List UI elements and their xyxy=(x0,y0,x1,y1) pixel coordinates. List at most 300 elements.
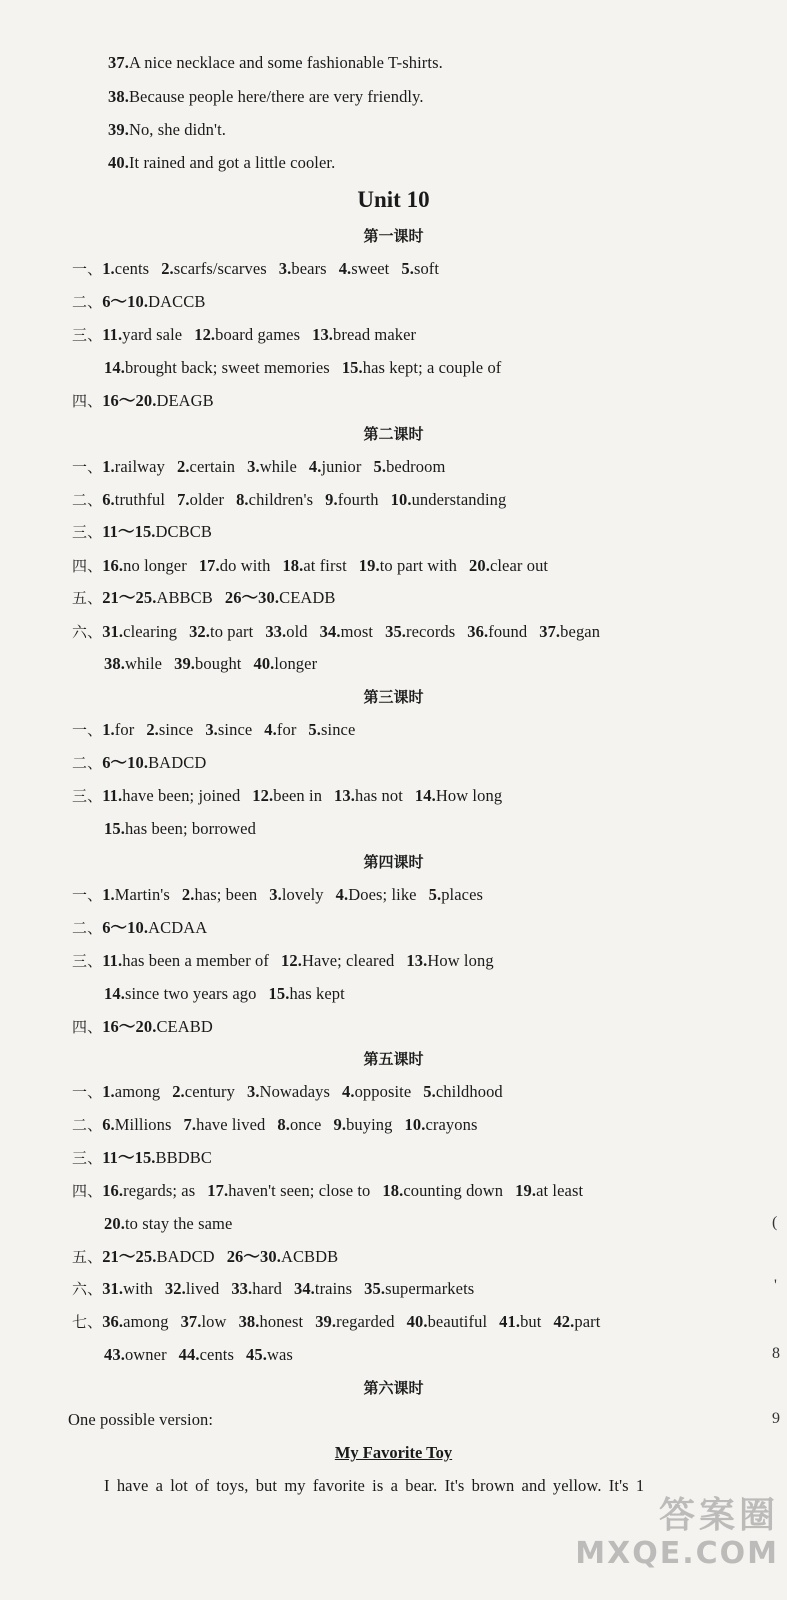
answer-text: hard xyxy=(252,1279,282,1298)
answer-text: with xyxy=(123,1279,153,1298)
answer-text: yard sale xyxy=(122,325,183,344)
answer-text: bread maker xyxy=(333,325,417,344)
answer-number: 15. xyxy=(104,819,125,838)
answer-line-38: 38.Because people here/there are very friendly. xyxy=(108,87,424,106)
answer-text: crayons xyxy=(425,1115,478,1134)
answer-text: counting down xyxy=(403,1181,504,1200)
answer-number: 12. xyxy=(281,951,302,970)
answer-number: 3. xyxy=(246,1082,260,1101)
answer-number: 34. xyxy=(293,1279,315,1298)
answer-item xyxy=(279,259,327,278)
edge-mark: ( xyxy=(772,1214,778,1231)
answer-item xyxy=(269,885,323,904)
answer-number: 44. xyxy=(178,1345,200,1364)
lesson5-row xyxy=(72,1082,515,1102)
answer-item xyxy=(102,457,165,476)
section-prefix: 三、 xyxy=(72,326,103,344)
answer-item xyxy=(104,358,330,377)
answer-number: 10. xyxy=(404,1115,426,1134)
answer-number: 8. xyxy=(277,1115,290,1134)
section-prefix: 一、 xyxy=(72,1083,103,1101)
answer-text: certain xyxy=(189,457,236,476)
section-prefix: 二、 xyxy=(72,919,103,937)
answer-item xyxy=(415,786,502,805)
answer-number: 42. xyxy=(553,1312,575,1331)
lesson5-row xyxy=(104,1214,244,1234)
lesson4-row xyxy=(72,918,219,938)
section-prefix: 二、 xyxy=(72,754,103,772)
answer-text: to stay the same xyxy=(124,1214,233,1233)
section-prefix: 六、 xyxy=(72,623,103,641)
answer-number: 3. xyxy=(278,259,292,278)
answer-item xyxy=(401,259,439,278)
section-prefix: 四、 xyxy=(72,1018,103,1036)
answer-text: bought xyxy=(195,654,242,673)
answer-number: 45. xyxy=(246,1345,267,1364)
answer-item xyxy=(227,1247,339,1266)
answer-number: 33. xyxy=(265,622,287,641)
answer-item xyxy=(294,1279,352,1298)
answer-number: 13. xyxy=(406,951,428,970)
answer-text: longer xyxy=(274,654,318,673)
answer-item xyxy=(184,1115,266,1134)
answer-number: 16. xyxy=(102,556,124,575)
answer-text: brought back; sweet memories xyxy=(124,358,330,377)
section-prefix: 一、 xyxy=(72,721,103,739)
answer-text: supermarkets xyxy=(385,1279,475,1298)
lesson4-row xyxy=(72,951,506,971)
answer-text: cents xyxy=(114,259,150,278)
answer-number: 3. xyxy=(205,720,218,739)
answer-text: ACBDB xyxy=(280,1247,339,1266)
answer-text: since xyxy=(321,720,356,739)
answer-item xyxy=(312,325,416,344)
answer-number: 11～15. xyxy=(102,1148,156,1167)
answer-item xyxy=(334,1115,393,1134)
answer-item xyxy=(373,457,445,476)
answer-text: part xyxy=(574,1312,601,1331)
lesson1-row xyxy=(72,325,428,345)
section-prefix: 五、 xyxy=(72,589,103,607)
lesson2-row xyxy=(72,588,348,608)
answer-item xyxy=(320,622,373,641)
answer-item xyxy=(199,556,271,575)
answer-text: older xyxy=(189,490,225,509)
lesson5-row xyxy=(104,1345,305,1365)
lesson2-row xyxy=(104,654,329,674)
answer-item xyxy=(102,490,165,509)
answer-item xyxy=(102,556,187,575)
answer-item xyxy=(236,490,313,509)
lesson3-row xyxy=(104,819,268,839)
answer-number: 4. xyxy=(335,885,349,904)
lesson1-row xyxy=(104,358,513,378)
answer-text: low xyxy=(201,1312,227,1331)
answer-number: 40. xyxy=(253,654,275,673)
answer-number: 16～20. xyxy=(102,1017,157,1036)
answer-number: 2. xyxy=(176,457,190,476)
answer-number: 13. xyxy=(312,325,334,344)
answer-text: childhood xyxy=(435,1082,503,1101)
answer-number: 16. xyxy=(102,1181,124,1200)
answer-item xyxy=(182,885,257,904)
answer-number: 5. xyxy=(401,259,414,278)
watermark-top: 答案圈 xyxy=(658,1495,779,1536)
answer-number: 12. xyxy=(252,786,274,805)
answer-number: 33. xyxy=(231,1279,253,1298)
answer-item xyxy=(382,1181,503,1200)
answer-item xyxy=(102,1279,153,1298)
answer-text: How long xyxy=(435,786,503,805)
answer-item xyxy=(264,720,296,739)
answer-item xyxy=(177,490,224,509)
answer-item xyxy=(265,622,307,641)
answer-text: children's xyxy=(248,490,314,509)
answer-text: to part xyxy=(210,622,254,641)
answer-item xyxy=(207,1181,370,1200)
answer-number: 26～30. xyxy=(226,1247,281,1266)
section-prefix: 三、 xyxy=(72,787,103,805)
lesson2-row xyxy=(72,622,612,642)
answer-number: 16～20. xyxy=(102,391,157,410)
answer-text: has kept xyxy=(289,984,345,1003)
answer-text: clear out xyxy=(489,556,549,575)
lesson4-row xyxy=(72,1017,225,1037)
lesson3-row xyxy=(72,786,514,806)
answer-text: ABBCB xyxy=(156,588,213,607)
answer-number: 39. xyxy=(315,1312,337,1331)
answer-item xyxy=(102,753,206,772)
answer-text: for xyxy=(276,720,297,739)
answer-item xyxy=(104,819,256,838)
section-prefix: 三、 xyxy=(72,1149,103,1167)
answer-text: Have; cleared xyxy=(301,951,395,970)
lesson4-row xyxy=(104,984,357,1004)
answer-item xyxy=(189,622,253,641)
answer-item xyxy=(161,259,267,278)
answer-item xyxy=(194,325,300,344)
answer-text: haven't seen; close to xyxy=(228,1181,371,1200)
answer-item xyxy=(205,720,252,739)
answer-number: 35. xyxy=(364,1279,386,1298)
answer-item xyxy=(102,622,177,641)
answer-number: 1. xyxy=(102,720,115,739)
answer-item xyxy=(342,358,502,377)
answer-item xyxy=(102,325,182,344)
answer-number: 10. xyxy=(390,490,412,509)
answer-item xyxy=(469,556,548,575)
answer-text: Nowadays xyxy=(259,1082,330,1101)
answer-number: 7. xyxy=(183,1115,197,1134)
answer-item xyxy=(499,1312,541,1331)
answer-item xyxy=(179,1345,234,1364)
answer-text: among xyxy=(123,1312,169,1331)
answer-number: 12. xyxy=(194,325,216,344)
answer-item xyxy=(423,1082,502,1101)
answer-number: 4. xyxy=(308,457,322,476)
section-prefix: 一、 xyxy=(72,260,103,278)
answer-text: regarded xyxy=(336,1312,395,1331)
answer-number: 9. xyxy=(325,490,338,509)
answer-text: soft xyxy=(413,259,440,278)
answer-number: 41. xyxy=(499,1312,521,1331)
answer-number: 36. xyxy=(467,622,489,641)
answer-number: 18. xyxy=(282,556,304,575)
answer-text: has been a member of xyxy=(122,951,269,970)
answer-text: railway xyxy=(114,457,165,476)
answer-text: places xyxy=(441,885,484,904)
answer-line-37: 37.A nice necklace and some fashionable T-shirts. xyxy=(108,53,443,72)
answer-item xyxy=(336,885,417,904)
answer-text: opposite xyxy=(354,1082,412,1101)
essay-first-line: I have a lot of toys, but my favorite is a bear. It's brown and yellow. It's 1 xyxy=(104,1476,645,1495)
answer-text: DEAGB xyxy=(156,391,214,410)
answer-item xyxy=(102,1247,215,1266)
answer-item xyxy=(102,391,214,410)
answer-number: 21～25. xyxy=(102,1247,157,1266)
answer-item xyxy=(231,1279,282,1298)
answer-number: 4. xyxy=(264,720,277,739)
answer-item xyxy=(429,885,483,904)
answer-number: 5. xyxy=(423,1082,436,1101)
answer-number: 4. xyxy=(342,1082,355,1101)
answer-number: 14. xyxy=(104,984,125,1003)
answer-text: truthful xyxy=(114,490,166,509)
answer-text: cents xyxy=(199,1345,235,1364)
answer-number: 43. xyxy=(104,1345,125,1364)
answer-item xyxy=(281,951,394,970)
answer-item xyxy=(553,1312,600,1331)
answer-item xyxy=(102,1312,168,1331)
answer-text: has not xyxy=(354,786,403,805)
answer-item xyxy=(102,1017,213,1036)
answer-number: 20. xyxy=(469,556,490,575)
answer-number: 17. xyxy=(207,1181,229,1200)
answer-number: 14. xyxy=(104,358,125,377)
answer-text: BADCD xyxy=(156,1247,215,1266)
answer-item xyxy=(225,588,336,607)
answer-number: 9. xyxy=(333,1115,347,1134)
answer-number: 31. xyxy=(102,622,124,641)
answer-text: century xyxy=(184,1082,235,1101)
section-prefix: 一、 xyxy=(72,886,103,904)
lesson1-row xyxy=(72,391,226,411)
answer-number: 6～10. xyxy=(102,753,149,772)
section-prefix: 五、 xyxy=(72,1248,103,1266)
essay-title: My Favorite Toy xyxy=(334,1443,453,1462)
lesson2-row xyxy=(72,522,224,542)
answer-text: DCBCB xyxy=(155,522,212,541)
answer-number: 2. xyxy=(181,885,195,904)
lesson4-row xyxy=(72,885,495,905)
answer-number: 2. xyxy=(146,720,159,739)
section-prefix: 七、 xyxy=(72,1313,103,1331)
answer-text: How long xyxy=(427,951,494,970)
answer-item xyxy=(309,457,362,476)
answer-number: 32. xyxy=(164,1279,186,1298)
answer-item xyxy=(467,622,527,641)
lesson3-row xyxy=(72,720,367,740)
answer-text: old xyxy=(286,622,308,641)
answer-number: 19. xyxy=(515,1181,537,1200)
section-prefix: 四、 xyxy=(72,392,103,410)
answer-number: 11. xyxy=(102,786,123,805)
answer-item xyxy=(102,951,269,970)
answer-item xyxy=(104,984,257,1003)
lesson5-row xyxy=(72,1312,612,1332)
answer-number: 6～10. xyxy=(102,918,149,937)
answer-number: 8. xyxy=(236,490,249,509)
lesson3-row xyxy=(72,753,218,773)
answer-number: 20. xyxy=(104,1214,125,1233)
answer-item xyxy=(102,522,212,541)
answer-text: since two years ago xyxy=(124,984,257,1003)
section-prefix: 三、 xyxy=(72,523,103,541)
answer-item xyxy=(359,556,457,575)
answer-text: honest xyxy=(259,1312,304,1331)
lesson-heading-5: 第五课时 xyxy=(363,1050,424,1068)
answer-text: buying xyxy=(346,1115,393,1134)
answer-line-40: 40.It rained and got a little cooler. xyxy=(108,153,336,172)
answer-item xyxy=(102,885,170,904)
lesson2-row xyxy=(72,556,560,576)
answer-item xyxy=(282,556,346,575)
answer-text: CEABD xyxy=(156,1017,213,1036)
answer-item xyxy=(239,1312,304,1331)
answer-item xyxy=(174,654,241,673)
section-prefix: 一、 xyxy=(72,458,103,476)
answer-text: once xyxy=(289,1115,322,1134)
answer-text: BBDBC xyxy=(155,1148,212,1167)
answer-item xyxy=(172,1082,235,1101)
answer-text: been in xyxy=(273,786,323,805)
answer-text: board games xyxy=(215,325,301,344)
answer-text: BADCD xyxy=(148,753,207,772)
answer-text: but xyxy=(520,1312,542,1331)
lesson2-row xyxy=(72,457,457,477)
answer-number: 38. xyxy=(104,654,125,673)
answer-item xyxy=(104,654,162,673)
answer-number: 15. xyxy=(268,984,290,1003)
answer-item xyxy=(102,1148,212,1167)
answer-number: 7. xyxy=(177,490,190,509)
answer-text: since xyxy=(217,720,253,739)
answer-text: no longer xyxy=(123,556,187,575)
answer-number: 2. xyxy=(161,259,174,278)
edge-mark: 8 xyxy=(772,1345,780,1362)
answer-text: lived xyxy=(185,1279,220,1298)
answer-item xyxy=(315,1312,394,1331)
answer-text: while xyxy=(259,457,297,476)
answer-text: clearing xyxy=(123,622,178,641)
answer-item xyxy=(515,1181,583,1200)
answer-text: have lived xyxy=(196,1115,266,1134)
answer-text: fourth xyxy=(337,490,379,509)
answer-item xyxy=(102,292,205,311)
answer-text: Millions xyxy=(114,1115,172,1134)
section-prefix: 二、 xyxy=(72,491,103,509)
answer-item xyxy=(391,490,507,509)
answer-number: 1. xyxy=(102,885,115,904)
lesson-heading-3: 第三课时 xyxy=(363,688,424,706)
answer-text: do with xyxy=(219,556,271,575)
lesson-heading-1: 第一课时 xyxy=(363,227,424,245)
answer-item xyxy=(405,1115,478,1134)
answer-text: ACDAA xyxy=(148,918,208,937)
lesson1-row xyxy=(72,259,451,279)
watermark-bottom: MXQE.COM xyxy=(575,1536,779,1571)
answer-number: 35. xyxy=(385,622,407,641)
answer-item xyxy=(102,786,240,805)
answer-text: records xyxy=(406,622,456,641)
answer-text: Does; like xyxy=(348,885,417,904)
answer-text: for xyxy=(114,720,135,739)
answer-number: 36. xyxy=(102,1312,124,1331)
answer-text: has; been xyxy=(194,885,258,904)
answer-text: at first xyxy=(303,556,347,575)
answer-text: junior xyxy=(321,457,362,476)
section-prefix: 四、 xyxy=(72,1182,103,1200)
answer-text: scarfs/scarves xyxy=(173,259,267,278)
answer-item xyxy=(102,259,149,278)
section-prefix: 四、 xyxy=(72,557,103,575)
answer-number: 1. xyxy=(102,457,115,476)
answer-text: lovely xyxy=(281,885,324,904)
answer-number: 11. xyxy=(102,325,123,344)
answer-number: 26～30. xyxy=(224,588,280,607)
answer-number: 1. xyxy=(102,259,115,278)
answer-item xyxy=(247,1082,330,1101)
edge-mark: 9 xyxy=(772,1410,780,1427)
answer-number: 3. xyxy=(269,885,282,904)
answer-item xyxy=(104,1214,232,1233)
essay-intro: One possible version: xyxy=(68,1410,214,1429)
section-prefix: 二、 xyxy=(72,1116,103,1134)
answer-number: 18. xyxy=(382,1181,404,1200)
answer-item xyxy=(102,1082,160,1101)
answer-item xyxy=(364,1279,474,1298)
lesson5-row xyxy=(72,1115,489,1135)
answer-line-39: 39.No, she didn't. xyxy=(108,120,226,139)
unit-title: Unit 10 xyxy=(357,187,430,212)
answer-number: 5. xyxy=(373,457,387,476)
answer-item xyxy=(177,457,235,476)
section-prefix: 六、 xyxy=(72,1280,103,1298)
answer-text: has kept; a couple of xyxy=(362,358,502,377)
answer-text: has been; borrowed xyxy=(124,819,256,838)
lesson5-row xyxy=(72,1148,224,1168)
answer-number: 19. xyxy=(358,556,380,575)
answer-item xyxy=(334,786,403,805)
lesson-heading-2: 第二课时 xyxy=(363,425,424,443)
answer-number: 13. xyxy=(334,786,355,805)
answer-text: owner xyxy=(124,1345,167,1364)
answer-number: 5. xyxy=(428,885,442,904)
answer-text: to part with xyxy=(379,556,458,575)
answer-text: beautiful xyxy=(427,1312,488,1331)
answer-text: at least xyxy=(536,1181,584,1200)
section-prefix: 二、 xyxy=(72,293,103,311)
answer-item xyxy=(102,918,207,937)
answer-number: 2. xyxy=(172,1082,185,1101)
lesson5-row xyxy=(72,1279,486,1299)
answer-item xyxy=(252,786,322,805)
answer-number: 39. xyxy=(174,654,196,673)
answer-number: 6～10. xyxy=(102,292,149,311)
answer-item xyxy=(342,1082,411,1101)
answer-text: sweet xyxy=(351,259,390,278)
answer-text: understanding xyxy=(411,490,507,509)
